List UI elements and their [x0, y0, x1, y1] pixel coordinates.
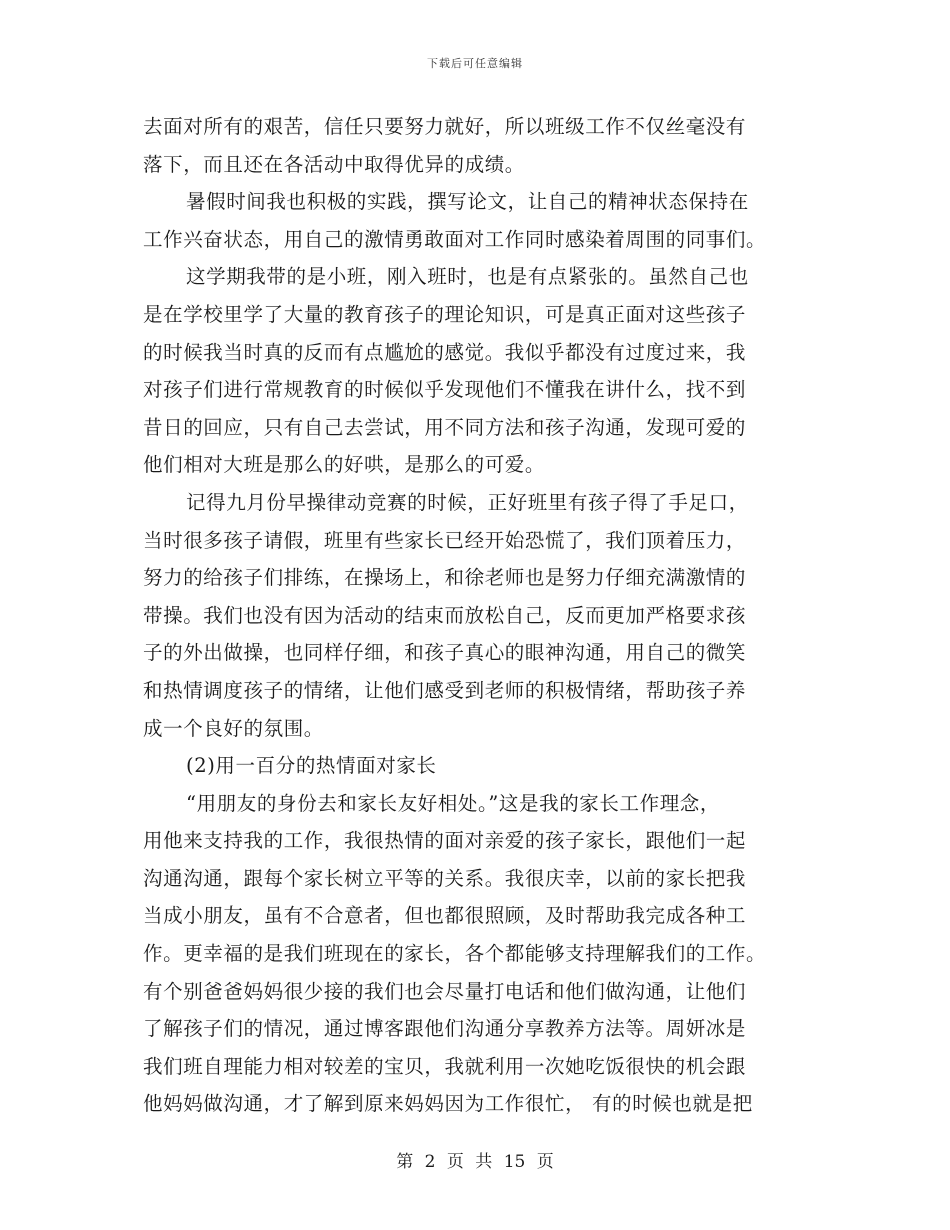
text-line: 对孩子们进行常规教育的时候似乎发现他们不懂我在讲什么，找不到 — [143, 378, 747, 402]
text-line: 努力的给孩子们排练，在操场上，和徐老师也是努力仔细充满激情的 — [143, 566, 747, 590]
text-line: 有个别爸爸妈妈很少接的我们也会尽量打电话和他们做沟通，让他们 — [143, 979, 747, 1003]
text-line: 和热情调度孩子的情绪，让他们感受到老师的积极情绪，帮助孩子养 — [143, 678, 747, 702]
text-line: 了解孩子们的情况，通过博客跟他们沟通分享教养方法等。周妍冰是 — [143, 1017, 747, 1041]
text-line: 的时候我当时真的反而有点尴尬的感觉。我似乎都没有过度过来，我 — [143, 340, 747, 364]
text-line: 沟通沟通，跟每个家长树立平等的关系。我很庆幸，以前的家长把我 — [143, 866, 747, 890]
document-body — [143, 108, 803, 1123]
text-line: 他们相对大班是那么的好哄，是那么的可爱。 — [143, 453, 546, 477]
text-line: 当成小朋友，虽有不合意者，但也都很照顾，及时帮助我完成各种工 — [143, 904, 747, 928]
page-number-footer: 第 2 页 共 15 页 — [396, 1152, 554, 1172]
text-line: 是在学校里学了大量的教育孩子的理论知识，可是真正面对这些孩子 — [143, 302, 747, 326]
text-line: 他妈妈做沟通，才了解到原来妈妈因为工作很忙， 有的时候也就是把 — [143, 1092, 753, 1116]
text-line: 成一个良好的氛围。 — [143, 716, 324, 740]
text-line: 工作兴奋状态，用自己的激情勇敢面对工作同时感染着周围的同事们。 — [143, 227, 767, 251]
text-line: 落下，而且还在各活动中取得优异的成绩。 — [143, 152, 525, 176]
text-line: 昔日的回应，只有自己去尝试，用不同方法和孩子沟通，发现可爱的 — [143, 415, 747, 439]
text-line: 用他来支持我的工作，我很热情的面对亲爱的孩子家长，跟他们一起 — [143, 829, 747, 853]
text-line: 带操。我们也没有因为活动的结束而放松自己，反而更加严格要求孩 — [143, 603, 747, 627]
text-line: 暑假时间我也积极的实践，撰写论文，让自己的精神状态保持在 — [186, 190, 749, 214]
text-line: “用朋友的身份去和家长友好相处。”这是我的家长工作理念， — [186, 791, 720, 815]
text-line: 作。更幸福的是我们班现在的家长，各个都能够支持理解我们的工作。 — [143, 942, 767, 966]
text-line: 记得九月份早操律动竞赛的时候，正好班里有孩子得了手足口， — [186, 490, 749, 514]
text-line: 去面对所有的艰苦，信任只要努力就好，所以班级工作不仅丝毫没有 — [143, 115, 747, 138]
page-header-note: 下载后可任意编辑 — [427, 57, 523, 70]
text-line: 这学期我带的是小班，刚入班时，也是有点紧张的。虽然自己也 — [186, 265, 749, 289]
text-line: 我们班自理能力相对较差的宝贝，我就利用一次她吃饭很快的机会跟 — [143, 1054, 747, 1078]
text-line: 子的外出做操，也同样仔细，和孩子真心的眼神沟通，用自己的微笑 — [143, 641, 747, 665]
text-line: (2)用一百分的热情面对家长 — [186, 754, 437, 778]
text-line: 当时很多孩子请假，班里有些家长已经开始恐慌了，我们顶着压力， — [143, 528, 747, 552]
